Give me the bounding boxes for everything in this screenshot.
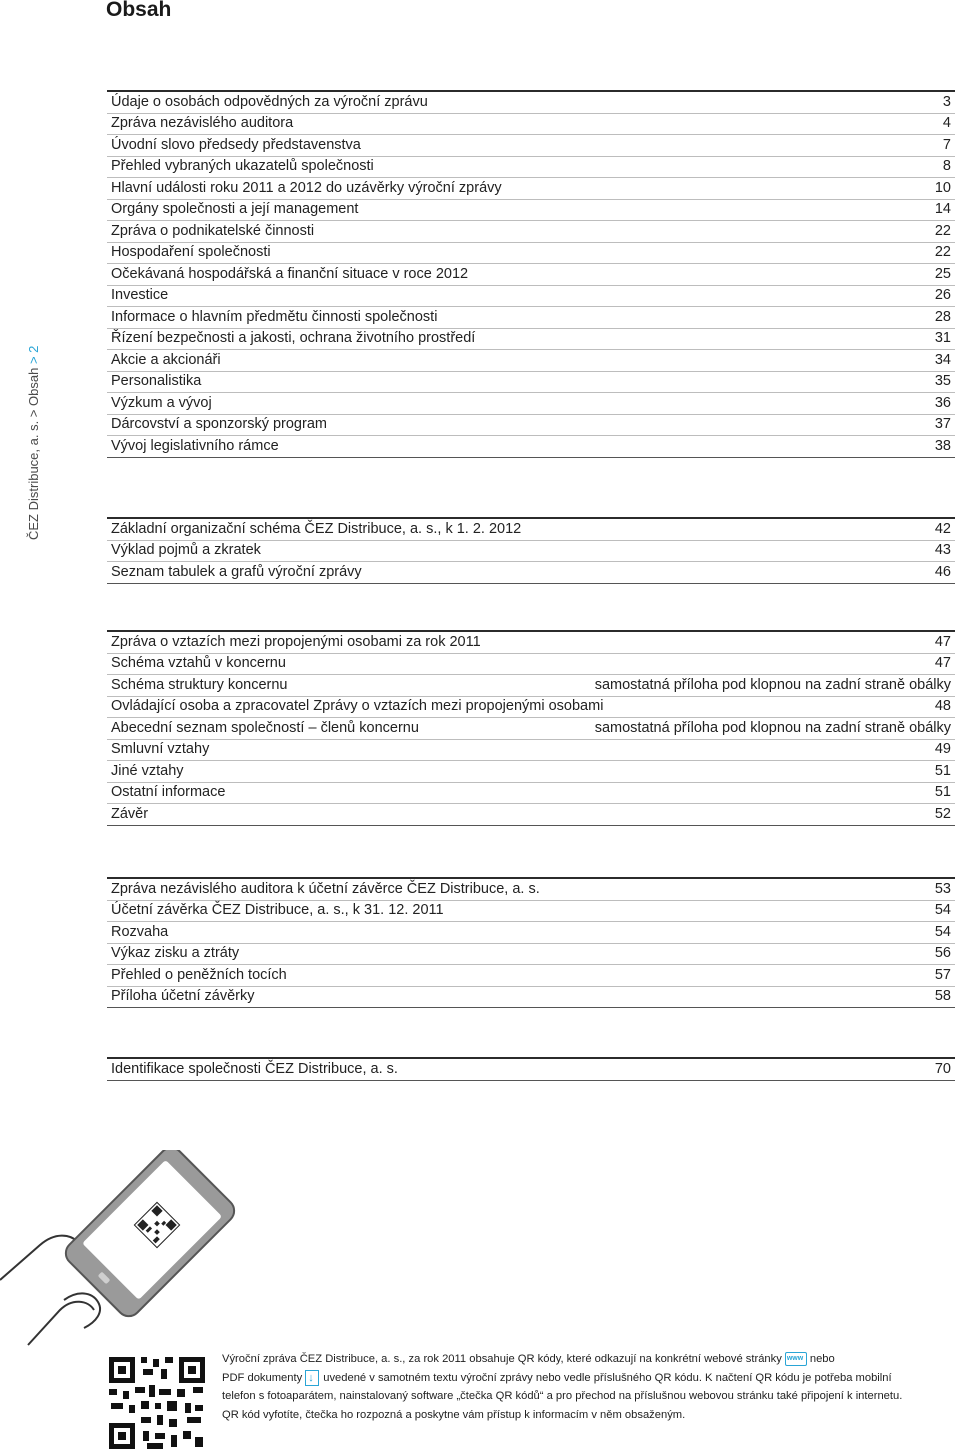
toc-entry-title: Schéma vztahů v koncernu <box>111 655 286 672</box>
toc-entry-page: 54 <box>934 902 951 919</box>
toc-entry[interactable] <box>107 157 955 179</box>
toc-entry[interactable] <box>107 697 955 719</box>
toc-entry[interactable] <box>107 135 955 157</box>
www-icon <box>785 1352 807 1366</box>
toc-entry-page: samostatná příloha pod klopnou na zadní straně obálky <box>594 676 951 693</box>
toc-entry-page: 34 <box>934 351 951 368</box>
toc-entry-title: Přehled vybraných ukazatelů společnosti <box>111 158 374 175</box>
toc-group-2 <box>107 517 955 584</box>
toc-entry-title: Jiné vztahy <box>111 762 184 779</box>
toc-entry-title: Výkaz zisku a ztráty <box>111 945 240 962</box>
toc-entry-title: Abecední seznam společností – členů koncernu <box>111 719 419 736</box>
toc-entry[interactable] <box>107 350 955 372</box>
toc-group-4 <box>107 877 955 1008</box>
footer-line4: QR kód vyfotíte, čtečka ho rozpozná a poskytne vám přístup k informacím v něm obsaženým. <box>222 1408 686 1421</box>
toc-entry-title: Řízení bezpečnosti a jakosti, ochrana životního prostředí <box>111 330 476 347</box>
toc-entry[interactable] <box>107 329 955 351</box>
toc-entry-title: Očekávaná hospodářská a finanční situace v roce 2012 <box>111 265 469 282</box>
toc-entry-title: Výzkum a vývoj <box>111 394 212 411</box>
toc-entry-page: 28 <box>934 308 951 325</box>
toc-entry[interactable] <box>107 243 955 265</box>
pdf-document-icon <box>305 1370 319 1386</box>
toc-entry-page: 58 <box>934 988 951 1005</box>
toc-entry-page: 47 <box>934 655 951 672</box>
toc-entry[interactable] <box>107 415 955 437</box>
toc-entry[interactable] <box>107 114 955 136</box>
toc-entry-page: 48 <box>934 698 951 715</box>
toc-entry[interactable] <box>107 393 955 415</box>
toc-entry-page: 57 <box>934 966 951 983</box>
toc-entry-title: Závěr <box>111 805 149 822</box>
toc-entry[interactable] <box>107 654 955 676</box>
toc-entry-title: Smluvní vztahy <box>111 741 210 758</box>
toc-entry-title: Zpráva nezávislého auditora <box>111 115 294 132</box>
toc-entry[interactable] <box>107 92 955 114</box>
toc-entry[interactable] <box>107 200 955 222</box>
toc-entry-title: Zpráva o podnikatelské činnosti <box>111 222 315 239</box>
toc-group-1 <box>107 90 955 458</box>
toc-entry[interactable] <box>107 740 955 762</box>
toc-group-5 <box>107 1057 955 1081</box>
toc-entry-page: 51 <box>934 762 951 779</box>
toc-entry-title: Údaje o osobách odpovědných za výroční zprávu <box>111 93 428 110</box>
toc-entry[interactable] <box>107 922 955 944</box>
toc-entry-title: Vývoj legislativního rámce <box>111 437 279 454</box>
toc-entry[interactable] <box>107 879 955 901</box>
footer-qr-note <box>222 1350 957 1424</box>
toc-entry-title: Hlavní události roku 2011 a 2012 do uzávěrky výroční zprávy <box>111 179 502 196</box>
page-number-accent: > 2 <box>26 345 41 365</box>
toc-entry-title: Informace o hlavním předmětu činnosti společnosti <box>111 308 438 325</box>
toc-entry-page: 22 <box>934 222 951 239</box>
toc-entry-page: 25 <box>934 265 951 282</box>
toc-entry[interactable] <box>107 804 955 826</box>
toc-entry-title: Hospodaření společnosti <box>111 244 271 261</box>
breadcrumb-text: ČEZ Distribuce, a. s. > Obsah <box>26 367 41 540</box>
toc-entry[interactable] <box>107 519 955 541</box>
toc-entry[interactable] <box>107 372 955 394</box>
toc-entry-page: 56 <box>934 945 951 962</box>
toc-entry-title: Zpráva nezávislého auditora k účetní závěrce ČEZ Distribuce, a. s. <box>111 880 540 897</box>
toc-entry-page: 46 <box>934 563 951 580</box>
toc-entry-page: 52 <box>934 805 951 822</box>
phone-hand-icon <box>0 1150 260 1350</box>
toc-group-3 <box>107 630 955 826</box>
toc-entry-page: 35 <box>934 373 951 390</box>
toc-entry-title: Výklad pojmů a zkratek <box>111 542 261 559</box>
toc-entry-page: 42 <box>934 520 951 537</box>
toc-entry-page: 36 <box>934 394 951 411</box>
toc-entry[interactable] <box>107 436 955 458</box>
toc-entry[interactable] <box>107 541 955 563</box>
footer-line2b: uvedené v samotném textu výroční zprávy nebo vedle příslušného QR kódu. K načtení QR kódu je potřeba mobilní <box>323 1371 892 1384</box>
footer-line2a: PDF dokumenty <box>222 1371 303 1384</box>
toc-entry-page: 70 <box>934 1060 951 1077</box>
side-breadcrumb <box>26 346 41 540</box>
toc-entry[interactable] <box>107 783 955 805</box>
toc-entry-title: Ostatní informace <box>111 784 226 801</box>
toc-entry[interactable] <box>107 562 955 584</box>
toc-entry-title: Základní organizační schéma ČEZ Distribuce, a. s., k 1. 2. 2012 <box>111 520 522 537</box>
toc-entry-title: Schéma struktury koncernu <box>111 676 288 693</box>
toc-entry-page: 38 <box>934 437 951 454</box>
toc-entry-title: Rozvaha <box>111 923 169 940</box>
toc-entry[interactable] <box>107 965 955 987</box>
toc-entry-page: 7 <box>942 136 951 153</box>
toc-entry-page: samostatná příloha pod klopnou na zadní straně obálky <box>594 719 951 736</box>
toc-entry-title: Seznam tabulek a grafů výroční zprávy <box>111 563 362 580</box>
toc-entry-page: 31 <box>934 330 951 347</box>
toc-entry-page: 10 <box>934 179 951 196</box>
toc-entry-page: 37 <box>934 416 951 433</box>
toc-entry[interactable] <box>107 286 955 308</box>
toc-entry[interactable] <box>107 307 955 329</box>
toc-entry[interactable] <box>107 944 955 966</box>
toc-entry-title: Příloha účetní závěrky <box>111 988 255 1005</box>
toc-entry-title: Zpráva o vztazích mezi propojenými osobami za rok 2011 <box>111 633 481 650</box>
toc-entry-title: Investice <box>111 287 169 304</box>
toc-entry-page: 51 <box>934 784 951 801</box>
footer-line1b: nebo <box>809 1353 835 1365</box>
toc-entry[interactable] <box>107 1059 955 1081</box>
page-title: Obsah <box>106 0 172 21</box>
toc-entry-title: Akcie a akcionáři <box>111 351 221 368</box>
toc-entry[interactable] <box>107 901 955 923</box>
toc-entry-page: 14 <box>934 201 951 218</box>
toc-entry-title: Úvodní slovo předsedy představenstva <box>111 136 361 153</box>
toc-entry-page: 53 <box>934 880 951 897</box>
toc-entry[interactable] <box>107 632 955 654</box>
toc-entry-title: Přehled o peněžních tocích <box>111 966 287 983</box>
toc-entry-title: Identifikace společnosti ČEZ Distribuce, a. s. <box>111 1060 398 1077</box>
toc-entry-title: Účetní závěrka ČEZ Distribuce, a. s., k 31. 12. 2011 <box>111 902 444 919</box>
footer-line3: telefon s fotoaparátem, nainstalovaný software „čtečka QR kódů“ a pro přechod na příslušnou webovou stránku také připojení k internetu. <box>222 1390 903 1403</box>
toc-entry[interactable] <box>107 675 955 697</box>
toc-entry-title: Ovládající osoba a zpracovatel Zprávy o vztazích mezi propojenými osobami <box>111 698 604 715</box>
toc-entry[interactable] <box>107 178 955 200</box>
footer-line1a: Výroční zpráva ČEZ Distribuce, a. s., za rok 2011 obsahuje QR kódy, které odkazují na konkrétní webové stránky <box>222 1353 782 1365</box>
toc-entry-page: 26 <box>934 287 951 304</box>
toc-entry-page: 4 <box>942 115 951 132</box>
toc-entry-title: Orgány společnosti a její management <box>111 201 359 218</box>
toc-entry[interactable] <box>107 761 955 783</box>
toc-entry[interactable] <box>107 264 955 286</box>
toc-entry[interactable] <box>107 221 955 243</box>
toc-entry-page: 43 <box>934 542 951 559</box>
toc-entry-page: 54 <box>934 923 951 940</box>
toc-entry-page: 47 <box>934 633 951 650</box>
toc-entry-title: Dárcovství a sponzorský program <box>111 416 327 433</box>
toc-entry-page: 49 <box>934 741 951 758</box>
qr-code-icon <box>107 1355 207 1451</box>
toc-entry-page: 3 <box>942 93 951 110</box>
toc-entry[interactable] <box>107 987 955 1009</box>
toc-entry-page: 8 <box>942 158 951 175</box>
toc-entry-page: 22 <box>934 244 951 261</box>
toc-entry[interactable] <box>107 718 955 740</box>
toc-entry-title: Personalistika <box>111 373 202 390</box>
